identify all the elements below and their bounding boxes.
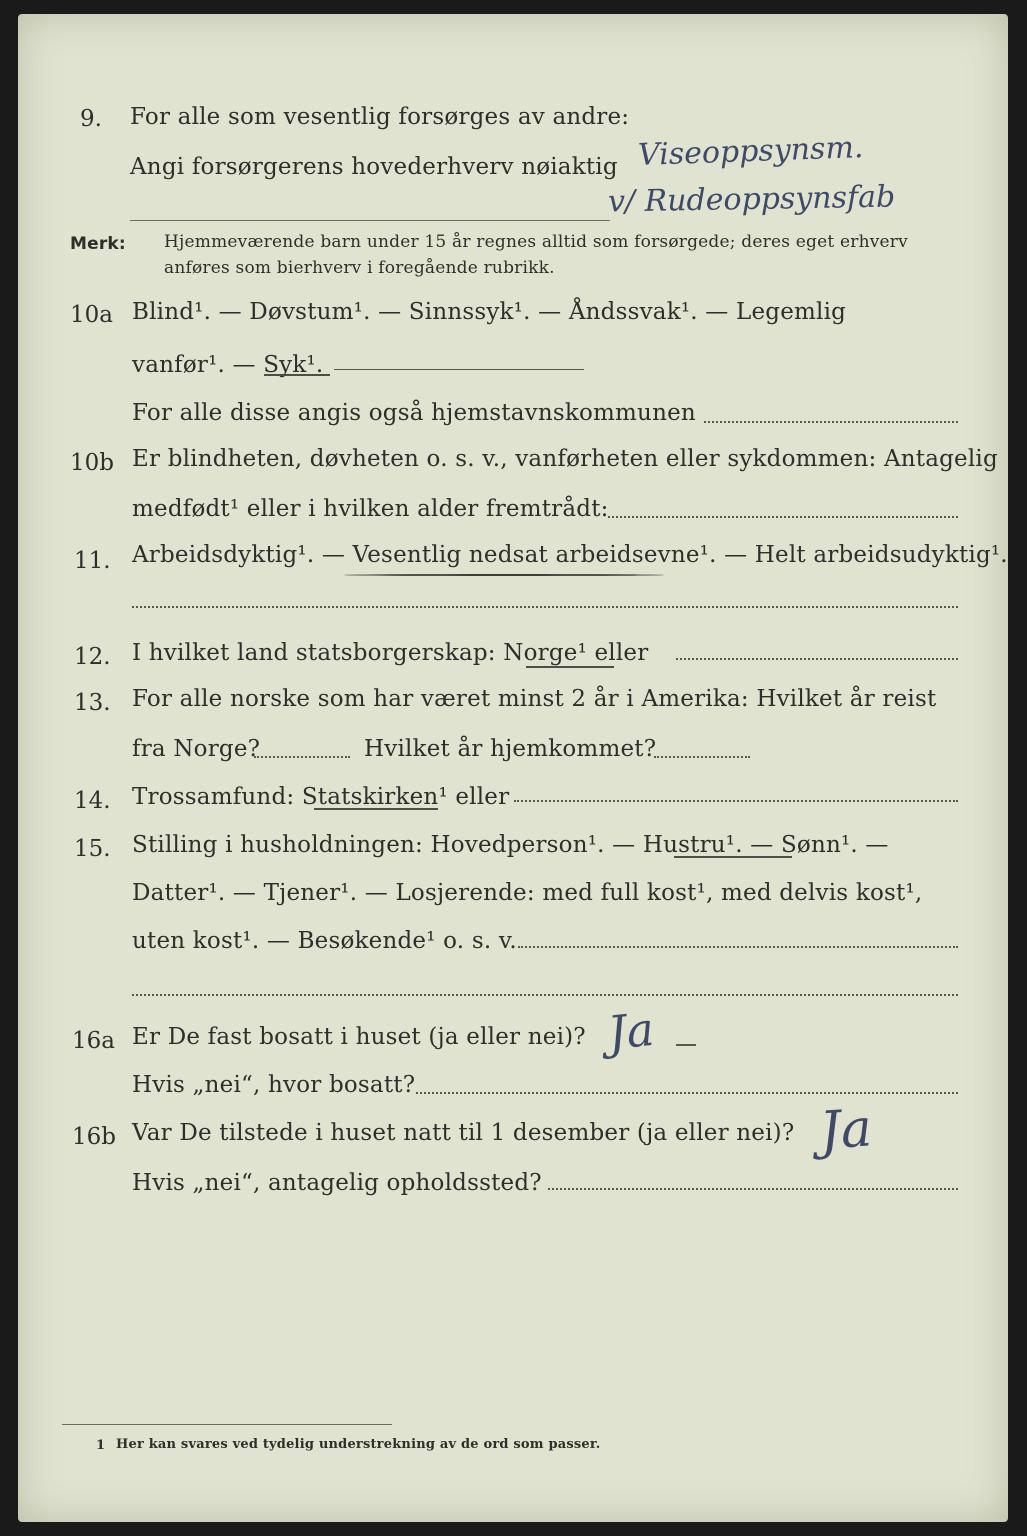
question-15-number: 15. (74, 836, 111, 862)
syk-underline (264, 374, 330, 376)
question-10a-number: 10a (70, 302, 113, 328)
question-9-line-2: Angi forsørgerens hovederhverv nøiaktig (130, 154, 618, 180)
question-16b-line-1: Var De tilstede i huset natt til 1 desember (ja eller nei)? (132, 1120, 795, 1146)
question-11-line-1: Arbeidsdyktig¹. — Vesentlig nedsat arbeidsevne¹. — Helt arbeidsudyktig¹. (132, 542, 1008, 568)
question-16a-line-2: Hvis „nei“, hvor bosatt? (132, 1072, 416, 1098)
question-9-line-1: For alle som vesentlig forsørges av andre: (130, 104, 630, 130)
question-10a-line-3: For alle disse angis også hjemstavnskommunen (132, 400, 696, 426)
question-14-number: 14. (74, 788, 111, 814)
question-15-line-1: Stilling i husholdningen: Hovedperson¹. — Hustru¹. — Sønn¹. — (132, 832, 889, 858)
merk-line-2: anføres som bierhverv i foregående rubrikk. (164, 258, 555, 278)
question-12-number: 12. (74, 644, 111, 670)
question-12-line-1: I hvilket land statsborgerskap: Norge¹ eller (132, 640, 649, 666)
hustru-underline (674, 856, 792, 858)
question-16b-number: 16b (72, 1124, 116, 1150)
question-14-dotted-line (514, 800, 958, 802)
opholdssted-dotted-line (548, 1188, 958, 1190)
question-9-number: 9. (80, 106, 102, 132)
question-13-line-1: For alle norske som har været minst 2 år i Amerika: Hvilket år reist (132, 686, 937, 712)
question-9-handwritten-answer-2: v/ Rudeoppsynsfab (607, 179, 896, 220)
question-12-dotted-line (676, 658, 958, 660)
question-10b-line-2: medfødt¹ eller i hvilken alder fremtrådt: (132, 496, 609, 522)
question-16a-line-1: Er De fast bosatt i huset (ja eller nei)? (132, 1024, 586, 1050)
statskirken-underline (314, 808, 438, 810)
question-16b-line-2: Hvis „nei“, antagelig opholdssted? (132, 1170, 542, 1196)
footnote-rule (62, 1424, 392, 1425)
question-13-line-2b: Hvilket år hjemkommet? (364, 736, 657, 762)
hjemkommet-dotted-line (654, 756, 750, 758)
question-15-dotted-line (518, 946, 958, 948)
question-10a-line-1: Blind¹. — Døvstum¹. — Sinnssyk¹. — Åndssvak¹. — Legemlig (132, 299, 847, 325)
question-9-handwritten-answer-1: Viseoppsynsm. (637, 130, 864, 173)
vesentlig-nedsat-underline (344, 574, 664, 576)
question-10a-line-2: vanfør¹. — Syk¹. (132, 352, 324, 378)
question-10a-answer-line (334, 369, 584, 370)
question-16a-answer-line (676, 1044, 696, 1046)
norge-underline (526, 666, 614, 668)
census-form-page (18, 14, 1008, 1522)
question-10b-line-1: Er blindheten, døvheten o. s. v., vanførheten eller sykdommen: Antagelig (132, 446, 998, 472)
question-15-line-3: uten kost¹. — Besøkende¹ o. s. v. (132, 928, 517, 954)
question-10b-number: 10b (70, 450, 114, 476)
hjemstavnskommune-dotted-line (704, 421, 958, 423)
question-11-number: 11. (74, 548, 111, 574)
question-13-line-2a: fra Norge? (132, 736, 261, 762)
hvor-bosatt-dotted-line (416, 1092, 958, 1094)
merk-label: Merk: (70, 234, 126, 254)
merk-line-1: Hjemmeværende barn under 15 år regnes alltid som forsørgede; deres eget erhverv (164, 232, 908, 252)
reist-fra-norge-dotted-line (254, 756, 350, 758)
question-14-line-1: Trossamfund: Statskirken¹ eller (132, 784, 510, 810)
question-15-line-2: Datter¹. — Tjener¹. — Losjerende: med full kost¹, med delvis kost¹, (132, 880, 923, 906)
question-9-answer-line (130, 220, 610, 221)
question-11-dotted-line (132, 606, 958, 608)
footnote-text: Her kan svares ved tydelig understrekning av de ord som passer. (116, 1437, 601, 1452)
question-16b-handwritten-answer: Ja (817, 1098, 874, 1162)
question-10b-dotted-line (608, 516, 958, 518)
footnote-mark: 1 (96, 1438, 106, 1453)
question-13-number: 13. (74, 690, 111, 716)
question-15-dotted-line-2 (132, 994, 958, 996)
question-16a-number: 16a (72, 1028, 115, 1054)
question-16a-handwritten-answer: Ja (605, 1001, 657, 1061)
